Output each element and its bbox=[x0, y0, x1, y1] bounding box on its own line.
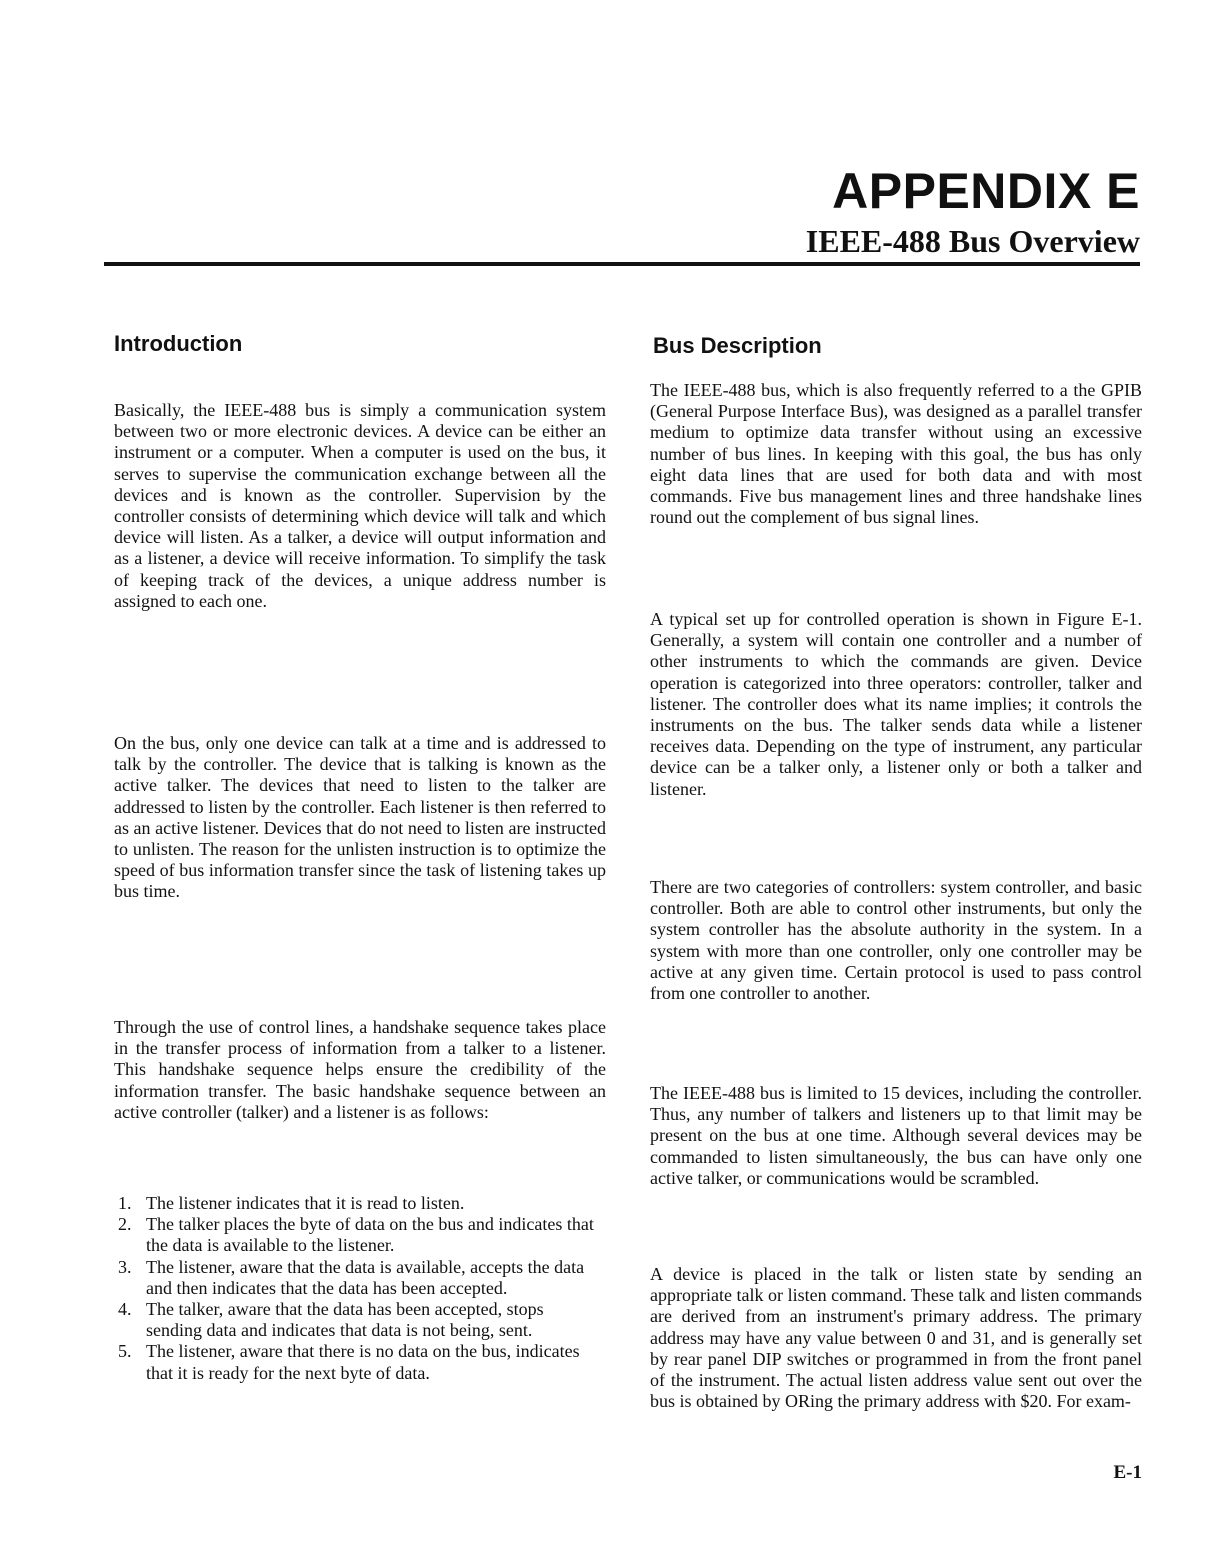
intro-paragraph-3: Through the use of control lines, a handshake sequence takes place in the transfer process of information from a talker to a listener. This handshake sequence helps ensure the credibility of the information transfer. The basic handshake sequence between an active controller (talker) and a listener is as follows: bbox=[114, 1017, 606, 1122]
appendix-subtitle: IEEE-488 Bus Overview bbox=[805, 223, 1140, 259]
bus-paragraph-2: A typical set up for controlled operation is shown in Figure E-1. Generally, a system will contain one controller and a number of other instruments to which the commands are given. Device operation is categorized into three operators: controller, talker and listener. The controller does what its name implies; it controls the instruments on the bus. The talker sends data while a listener receives data. Depending on the type of instrument, any particular device can be a talker only, a listener only or both a talker and listener. bbox=[650, 609, 1142, 799]
bus-paragraph-3: There are two categories of controllers: system controller, and basic controller. Both are able to control other instruments, but only the system controller has the absolute authority in the system. In a system with more than one controller, only one controller may be active at any given time. Certain protocol is used to pass control from one controller to another. bbox=[650, 877, 1142, 1004]
intro-paragraph-2: On the bus, only one device can talk at a time and is addressed to talk by the controller. The device that is talking is known as the active talker. The devices that need to listen to the talker are addressed to listen by the controller. Each listener is then referred to as an active listener. Devices that do not need to listen are instructed to unlisten. The reason for the unlisten instruction is to optimize the speed of bus information transfer since the task of listening takes up bus time. bbox=[114, 733, 606, 902]
appendix-label: APPENDIX E bbox=[832, 163, 1140, 219]
intro-paragraph-1: Basically, the IEEE-488 bus is simply a communication system between two or more electronic devices. A device can be either an instrument or a computer. When a computer is used on the bus, it serves to supervise the communication exchange between all the devices and is known as the controller. Supervision by the controller consists of determining which device will talk and which device will listen. As a talker, a device will output information and as a listener, a device will receive information. To simplify the task of keeping track of the devices, a unique address number is assigned to each one. bbox=[114, 400, 606, 611]
title-rule bbox=[104, 262, 1140, 266]
bus-paragraph-4: The IEEE-488 bus is limited to 15 devices, including the controller. Thus, any number of talkers and listeners up to that limit may be present on the bus at one time. Although several devices may be commanded to listen simultaneously, the bus can have only one active talker, or communications would be scrambled. bbox=[650, 1083, 1142, 1188]
handshake-step: 4. The talker, aware that the data has been accepted, stops sending data and indicates that data is not being, sent. bbox=[118, 1299, 544, 1341]
page-number: E-1 bbox=[1113, 1462, 1142, 1483]
handshake-step: 2. The talker places the byte of data on the bus and indicates that the data is available to the listener. bbox=[118, 1214, 594, 1256]
bus-paragraph-5: A device is placed in the talk or listen state by sending an appropriate talk or listen command. These talk and listen commands are derived from an instrument's primary address. The primary address may have any value between 0 and 31, and is generally set by rear panel DIP switches or programmed in from the front panel of the instrument. The actual listen address value sent out over the bus is obtained by ORing the primary address with $20. For exam- bbox=[650, 1264, 1142, 1412]
bus-description-heading: Bus Description bbox=[653, 333, 822, 358]
handshake-step: 5. The listener, aware that there is no data on the bus, indicates that it is ready for the next byte of data. bbox=[118, 1341, 580, 1383]
handshake-step: 3. The listener, aware that the data is available, accepts the data and then indicates that the data has been accepted. bbox=[118, 1256, 585, 1298]
handshake-steps-list bbox=[114, 1193, 594, 1384]
handshake-step: 1. The listener indicates that it is read to listen. bbox=[118, 1193, 465, 1213]
introduction-heading: Introduction bbox=[114, 331, 243, 356]
bus-paragraph-1: The IEEE-488 bus, which is also frequently referred to a the GPIB (General Purpose Interface Bus), was designed as a parallel transfer medium to optimize data transfer without using an excessive number of bus lines. In keeping with this goal, the bus has only eight data lines that are used for both data and with most commands. Five bus management lines and three handshake lines round out the complement of bus signal lines. bbox=[650, 380, 1142, 528]
